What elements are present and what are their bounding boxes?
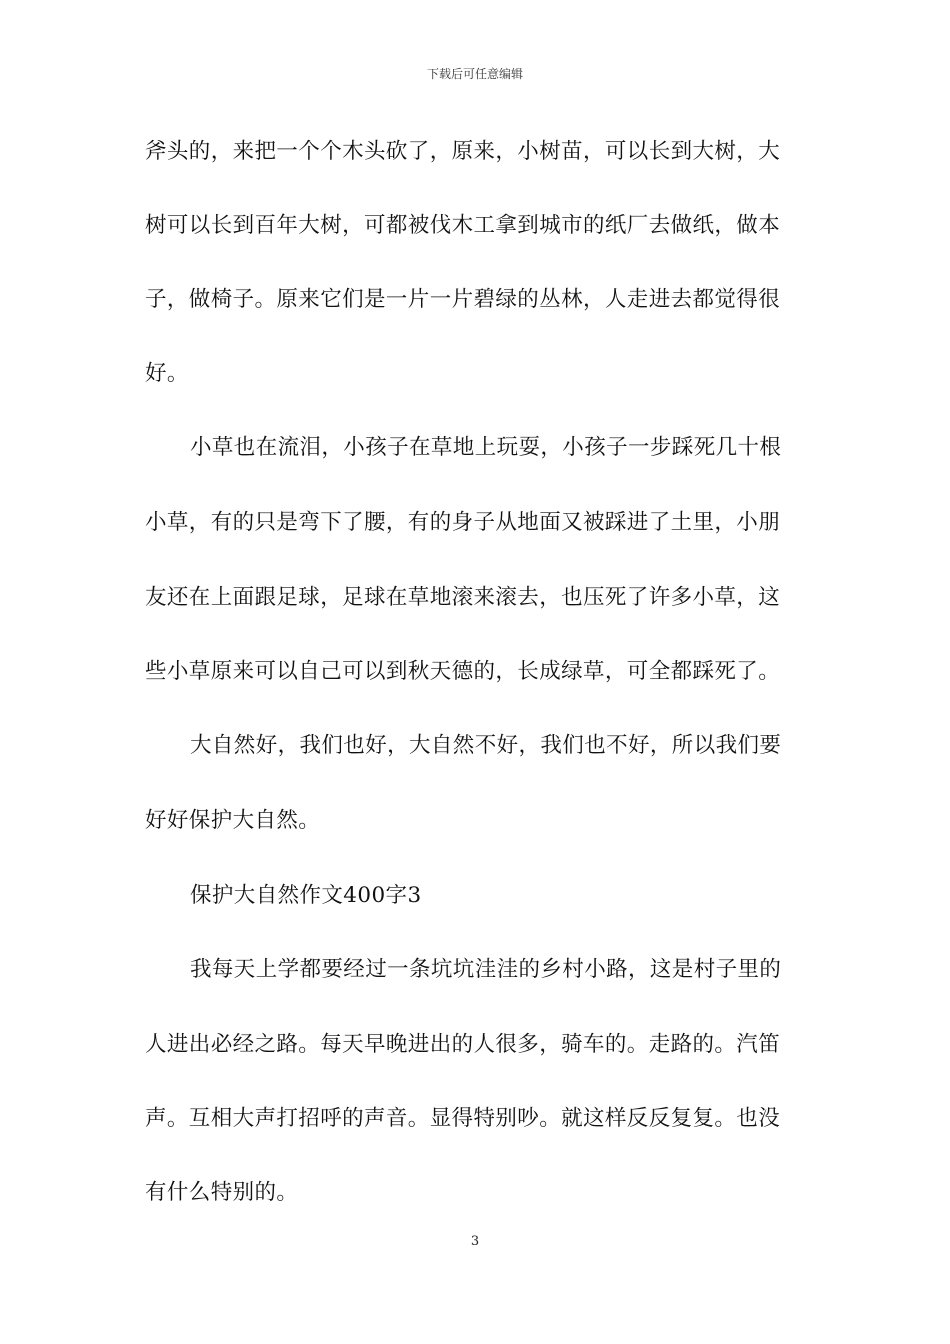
- text-line: 小草，有的只是弯下了腰，有的身子从地面又被踩进了土里，小朋: [145, 510, 781, 535]
- page-header: 下载后可任意编辑: [426, 67, 523, 81]
- page-number: 3: [470, 1234, 480, 1249]
- text-line-indented: 小草也在流泪，小孩子在草地上玩耍，小孩子一步踩死几十根: [190, 435, 782, 460]
- text-line-indented: 大自然好，我们也好，大自然不好，我们也不好，所以我们要: [190, 733, 782, 758]
- text-line: 好好保护大自然。: [145, 808, 321, 833]
- text-line: 子，做椅子。原来它们是一片一片碧绿的丛林，人走进去都觉得很: [145, 287, 781, 312]
- section-heading: 保护大自然作文400字3: [190, 883, 422, 908]
- text-line: 好。: [145, 361, 189, 386]
- text-line: 有什么特别的。: [145, 1180, 299, 1205]
- text-line: 些小草原来可以自己可以到秋天德的，长成绿草，可全都踩死了。: [145, 659, 781, 684]
- text-line-indented: 我每天上学都要经过一条坑坑洼洼的乡村小路，这是村子里的: [190, 957, 782, 982]
- text-line: 人进出必经之路。每天早晚进出的人很多，骑车的。走路的。汽笛: [145, 1032, 781, 1057]
- text-line: 斧头的，来把一个个木头砍了，原来，小树苗，可以长到大树，大: [145, 139, 781, 164]
- text-line: 声。互相大声打招呼的声音。显得特别吵。就这样反反复复。也没: [145, 1106, 781, 1131]
- text-line: 树可以长到百年大树，可都被伐木工拿到城市的纸厂去做纸，做本: [145, 213, 781, 238]
- text-line: 友还在上面跟足球，足球在草地滚来滚去，也压死了许多小草，这: [145, 585, 781, 610]
